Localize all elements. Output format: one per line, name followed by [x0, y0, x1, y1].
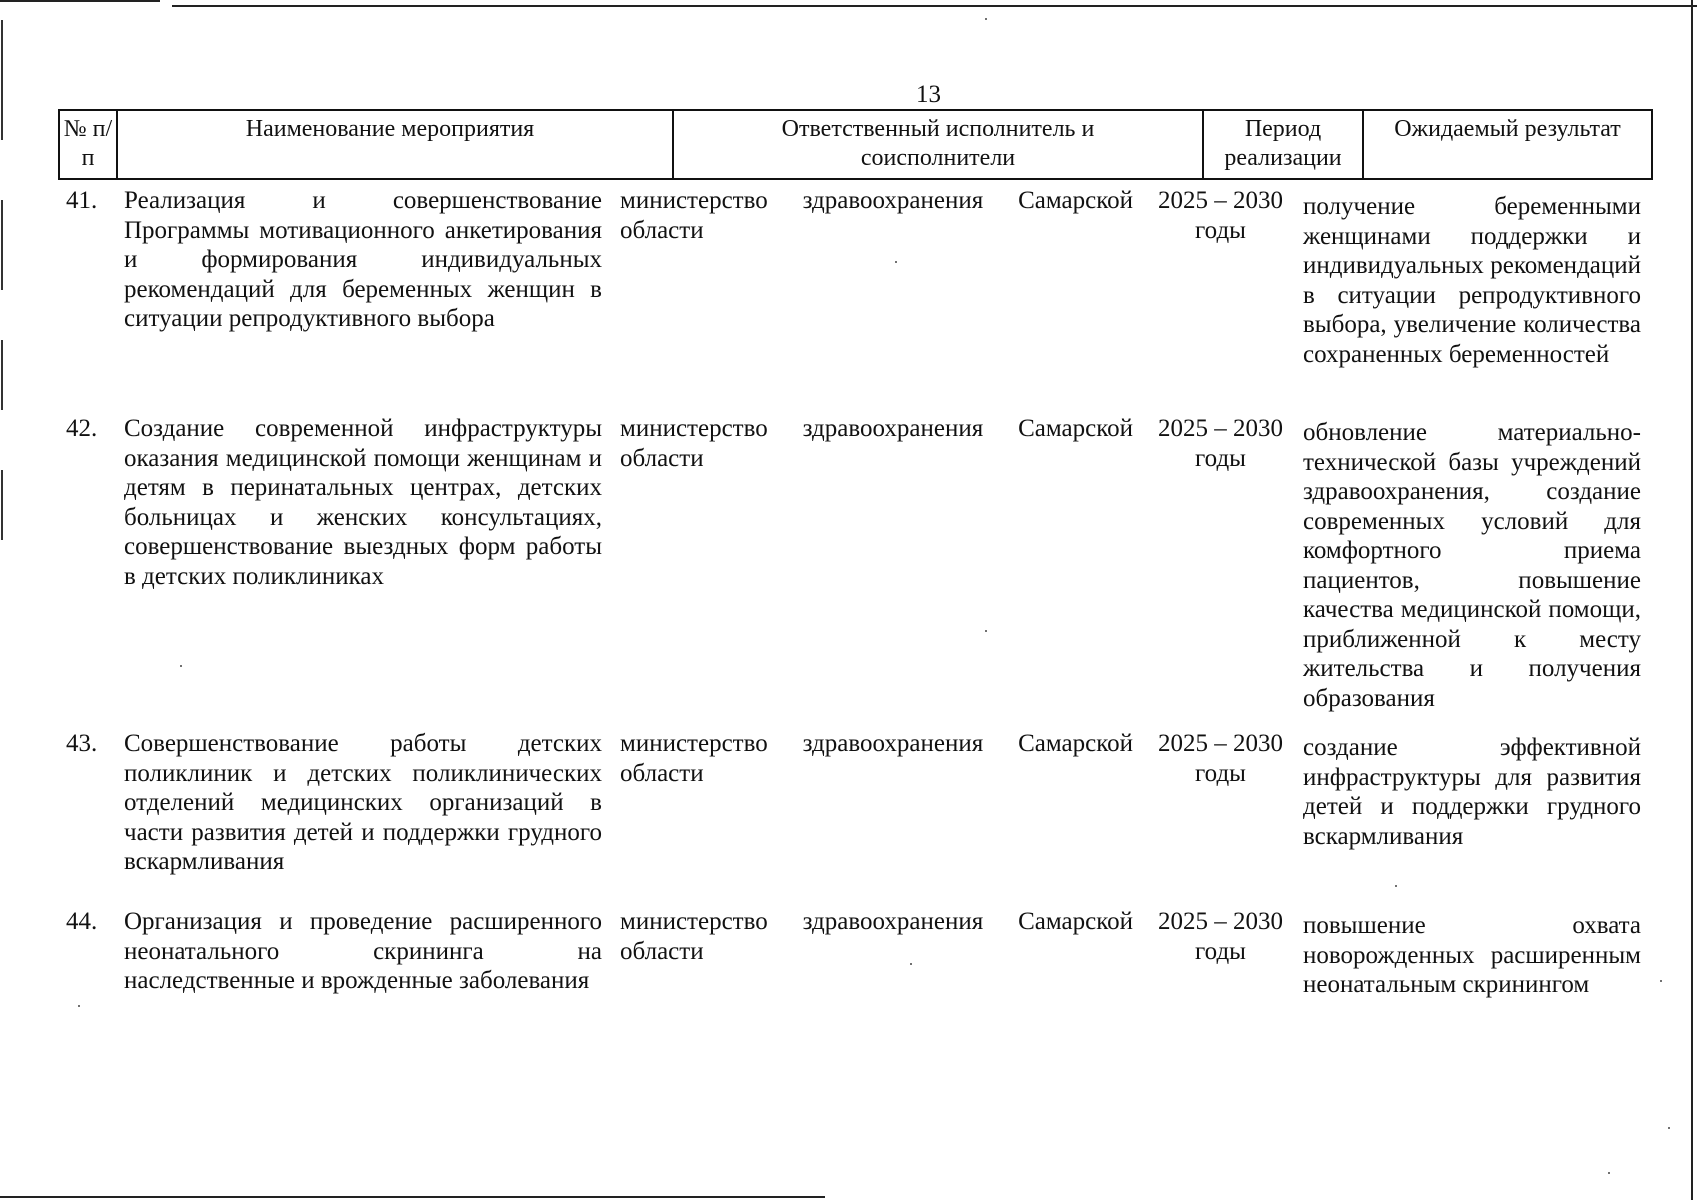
measure-name: Создание современной инфраструктуры оказания медицинской помощи женщинам и детям в перинатальных центрах, детских больницах и женских консультациях, совершенствование выездных форм работы в детских поликлиниках	[124, 415, 602, 590]
expected-result: повышение охвата новорожденных расширенным неонатальным скринингом	[1303, 912, 1641, 998]
scan-left-edge	[1, 470, 3, 540]
header-num	[60, 111, 118, 178]
scan-left-edge	[1, 340, 3, 410]
measure-name: Реализация и совершенствование Программы мотивационного анкетирования и формирования индивидуальных рекомендаций для беременных женщин в ситуации репродуктивного выбора	[124, 187, 602, 332]
header-name-label: Наименование мероприятия	[245, 116, 535, 142]
scan-speck	[1395, 885, 1397, 887]
period-years: 2025 – 2030	[1158, 415, 1283, 442]
executor-line2: области	[620, 937, 704, 965]
header-period	[1204, 111, 1364, 178]
executor-line2: области	[620, 216, 704, 244]
executor-word: здравоохранения	[802, 908, 984, 935]
scan-speck	[1660, 980, 1662, 982]
executor	[620, 729, 1133, 788]
executor	[620, 414, 1133, 473]
period-unit: годы	[1195, 759, 1246, 787]
header-executor-label: Ответственный исполнитель и соисполнители	[781, 116, 1095, 171]
executor-word: здравоохранения	[802, 730, 984, 757]
scan-speck	[1608, 1172, 1610, 1174]
header-result	[1364, 111, 1651, 178]
header-executor	[674, 111, 1204, 178]
period-unit: годы	[1195, 937, 1246, 965]
executor-line2: области	[620, 759, 704, 787]
scan-speck	[895, 261, 897, 263]
period-unit: годы	[1195, 444, 1246, 472]
scan-speck	[985, 630, 987, 632]
table-header	[58, 109, 1653, 180]
scan-speck	[180, 665, 182, 667]
scan-top-border	[172, 5, 1697, 7]
scan-bottom-border	[0, 1196, 825, 1198]
executor	[620, 907, 1133, 966]
row-number: 42.	[66, 415, 98, 442]
period-unit: годы	[1195, 216, 1246, 244]
period	[1148, 414, 1293, 473]
executor-word: Самарской	[1018, 730, 1133, 757]
page-number: 13	[916, 81, 941, 108]
measure-name: Совершенствование работы детских поликлиник и детских поликлинических отделений медицинских организаций в части развития детей и поддержки грудного вскармливания	[124, 730, 602, 875]
header-num-label: № п/п	[63, 116, 113, 171]
period	[1148, 907, 1293, 966]
period-years: 2025 – 2030	[1158, 908, 1283, 935]
executor-word: министерство	[620, 730, 768, 757]
header-period-label: Период реализации	[1224, 116, 1342, 171]
row-number: 41.	[66, 187, 98, 214]
period-years: 2025 – 2030	[1158, 730, 1283, 757]
scan-left-edge	[1, 200, 3, 290]
period	[1148, 729, 1293, 788]
executor-word: здравоохранения	[802, 415, 984, 442]
period	[1148, 186, 1293, 245]
executor-word: Самарской	[1018, 908, 1133, 935]
row-number: 43.	[66, 730, 98, 757]
scan-speck	[1668, 1127, 1670, 1129]
period-years: 2025 – 2030	[1158, 187, 1283, 214]
executor-word: Самарской	[1018, 415, 1133, 442]
executor	[620, 186, 1133, 245]
measure-name: Организация и проведение расширенного неонатального скрининга на наследственные и врожденные заболевания	[124, 908, 602, 994]
executor-word: министерство	[620, 415, 768, 442]
executor-line2: области	[620, 444, 704, 472]
scan-speck	[78, 1005, 80, 1007]
executor-word: министерство	[620, 908, 768, 935]
executor-word: здравоохранения	[802, 187, 984, 214]
expected-result: получение беременными женщинами поддержки и индивидуальных рекомендаций в ситуации репродуктивного выбора, увеличение количества сохраненных беременностей	[1303, 193, 1641, 368]
scan-speck	[985, 18, 987, 20]
row-number: 44.	[66, 908, 98, 935]
executor-word: Самарской	[1018, 187, 1133, 214]
scan-right-border	[1691, 0, 1693, 1200]
expected-result: создание эффективной инфраструктуры для развития детей и поддержки грудного вскармливания	[1303, 734, 1641, 850]
header-result-label: Ожидаемый результат	[1394, 116, 1621, 142]
expected-result: обновление материально-технической базы учреждений здравоохранения, создание современных условий для комфортного приема пациентов, повышение качества медицинской помощи, приближенной к месту жительства и получения образования	[1303, 419, 1641, 712]
header-name	[118, 111, 674, 178]
executor-word: министерство	[620, 187, 768, 214]
scan-top-border	[0, 0, 160, 2]
